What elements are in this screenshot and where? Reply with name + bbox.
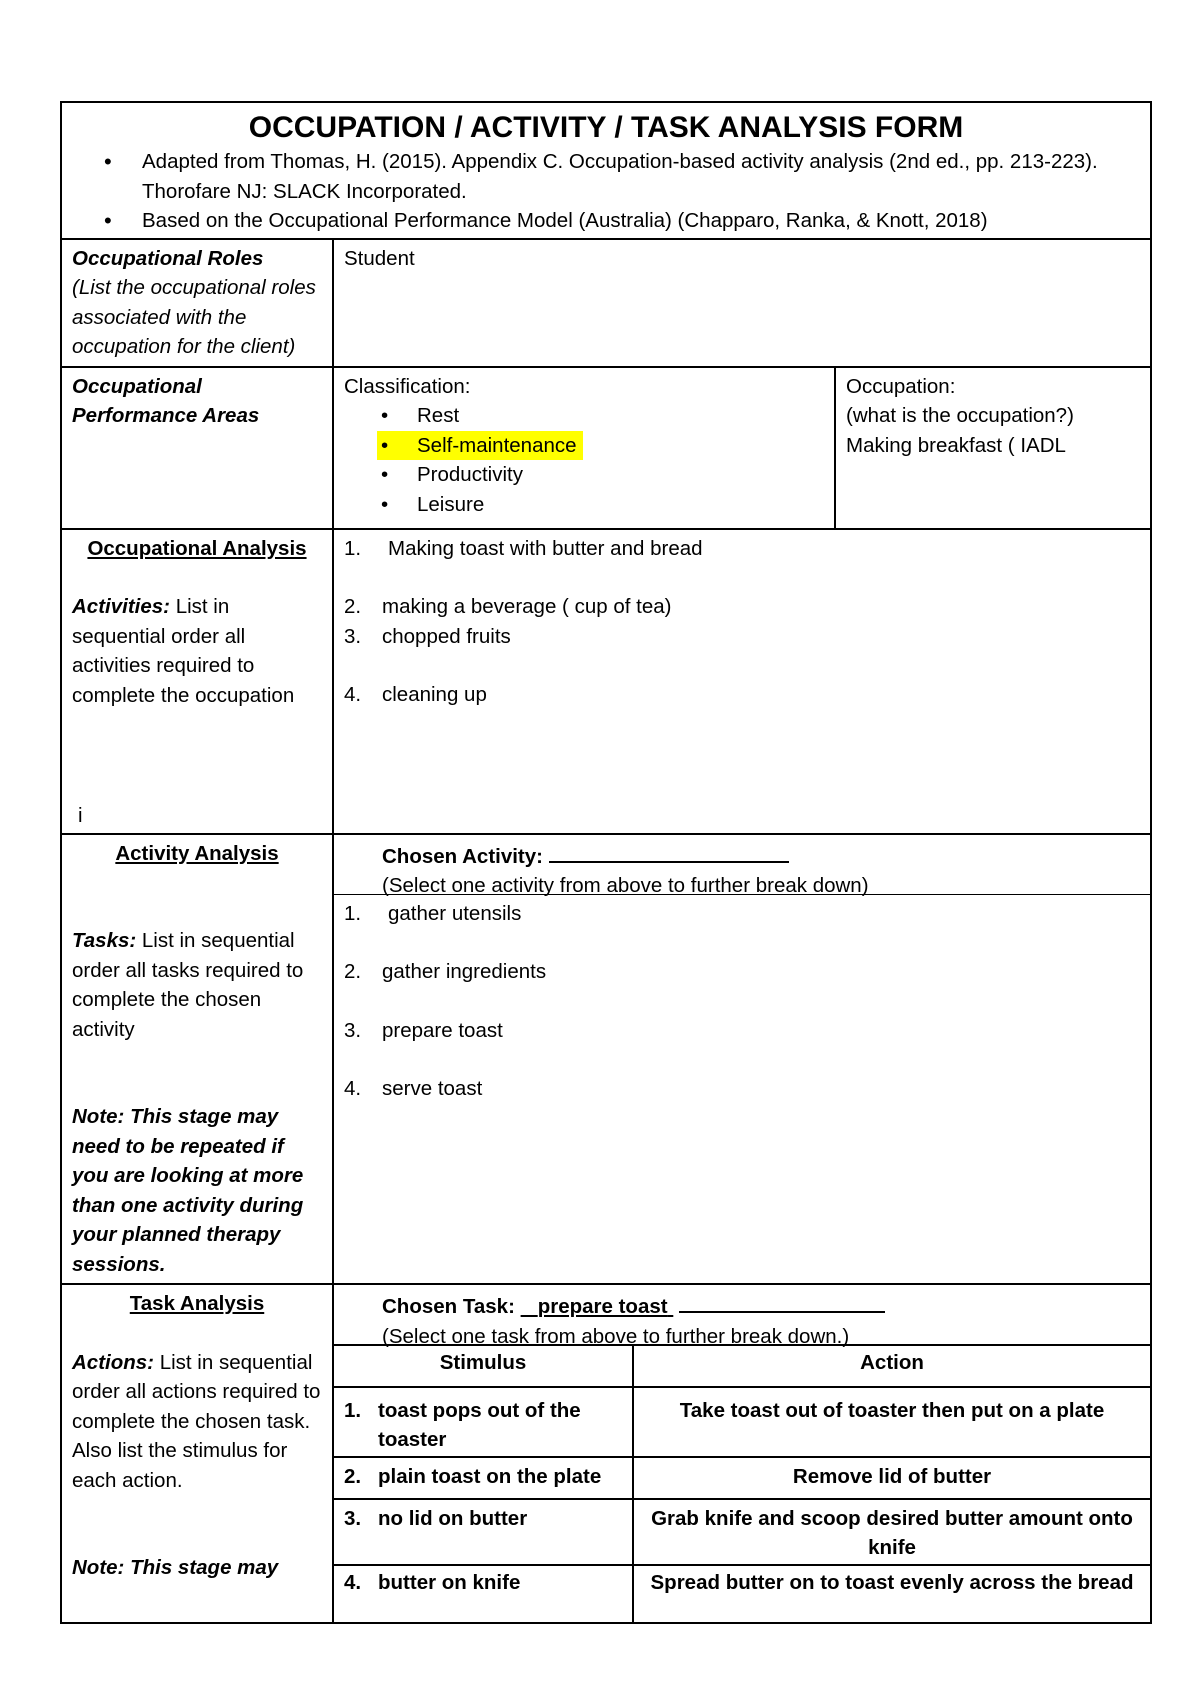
stray-mark: i (78, 804, 83, 827)
form-table (60, 101, 1152, 1624)
row-number: 1. (344, 1399, 362, 1422)
task-note: Note: This stage may (72, 1556, 279, 1579)
row-number: 4. (344, 1571, 362, 1594)
activity-note: Note: This stage may need to be repeated if you are looking at more than one activity during your planned therapy sessions. (72, 1105, 304, 1276)
roles-row (61, 239, 1151, 367)
chosen-task-blank (679, 1289, 885, 1313)
tasks-list (334, 895, 1150, 1108)
activities-list (344, 534, 1140, 710)
chosen-task-label: Chosen Task: (382, 1295, 521, 1318)
classification-item-selected[interactable]: • Self-maintenance (417, 431, 824, 461)
row-number: 3. (344, 1507, 362, 1530)
stimulus-cell[interactable]: plain toast on the plate (378, 1465, 602, 1488)
task-item[interactable]: 3. prepare toast (344, 1018, 503, 1042)
action-header: Action (633, 1345, 1151, 1387)
stimulus-cell[interactable]: butter on knife (378, 1571, 521, 1594)
areas-label: Occupational Performance Areas (72, 374, 260, 427)
task-item[interactable]: 2. gather ingredients (344, 960, 547, 983)
classification-list (344, 401, 824, 519)
stimulus-action-header (333, 1345, 1151, 1387)
chosen-activity-label: Chosen Activity: (382, 844, 543, 868)
action-cell[interactable]: Spread butter on to toast evenly across the bread (633, 1565, 1151, 1623)
chosen-task-hint: (Select one task from above to further break down.) (382, 1324, 850, 1348)
roles-hint: (List the occupational roles associated with the occupation for the client) (72, 276, 316, 358)
activity-item[interactable]: 2. making a beverage ( cup of tea) (344, 595, 672, 618)
chosen-activity-box (334, 835, 1150, 895)
stimulus-header: Stimulus (333, 1345, 633, 1387)
roles-value[interactable]: Student (344, 246, 415, 270)
stimulus-action-table (332, 1344, 1152, 1624)
roles-label: Occupational Roles (72, 246, 264, 270)
task-item[interactable]: 1. gather utensils (344, 901, 522, 925)
header-bullet: • Adapted from Thomas, H. (2015). Appendix C. Occupation-based activity analysis (2nd ed., pp. 213-223). Thorofare NJ: SLACK Incorporated. (142, 147, 1140, 206)
occupational-analysis-heading: Occupational Analysis (87, 536, 307, 560)
classification-item[interactable]: • Productivity (381, 463, 523, 486)
activities-instructions: Activities: List in sequential order all activities required to complete the occupation (72, 595, 295, 707)
form-title: OCCUPATION / ACTIVITY / TASK ANALYSIS FORM (248, 111, 964, 144)
analysis-form (60, 101, 1150, 1624)
chosen-task-box (334, 1285, 1150, 1348)
chosen-task-value[interactable]: prepare toast (537, 1295, 668, 1318)
classification-label: Classification: (344, 374, 471, 398)
action-cell[interactable]: Remove lid of butter (633, 1457, 1151, 1499)
action-cell[interactable]: Grab knife and scoop desired butter amount onto knife (633, 1499, 1151, 1565)
stimulus-action-row (333, 1499, 1151, 1565)
occupational-analysis-row (61, 529, 1151, 834)
activity-analysis-heading: Activity Analysis (115, 841, 279, 865)
occupation-hint: (what is the occupation?) (846, 404, 1074, 427)
task-analysis-heading: Task Analysis (129, 1292, 265, 1315)
header-row (61, 102, 1151, 239)
occupation-label: Occupation: (846, 374, 956, 398)
classification-item[interactable]: • Rest (381, 404, 460, 427)
action-cell[interactable]: Take toast out of toaster then put on a plate (633, 1387, 1151, 1457)
tasks-instructions: Tasks: List in sequential order all tasks required to complete the chosen activity (72, 929, 304, 1041)
header-bullet: • Based on the Occupational Performance Model (Australia) (Chapparo, Ranka, & Knott, 2018) (142, 206, 1140, 236)
chosen-activity-blank[interactable] (549, 839, 789, 863)
actions-instructions: Actions: List in sequential order all actions required to complete the chosen task. Also list the stimulus for each action. (72, 1350, 321, 1492)
activity-item[interactable]: 3. chopped fruits (344, 624, 511, 648)
stimulus-cell[interactable]: no lid on butter (378, 1507, 528, 1530)
task-analysis-row (61, 1284, 1151, 1623)
row-number: 2. (344, 1465, 362, 1488)
stimulus-action-row (333, 1457, 1151, 1499)
areas-row (61, 367, 1151, 529)
activity-item[interactable]: 4. cleaning up (344, 683, 487, 706)
task-item[interactable]: 4. serve toast (344, 1077, 483, 1100)
stimulus-action-row (333, 1387, 1151, 1457)
header-bullets (72, 147, 1140, 236)
activity-analysis-row (61, 834, 1151, 1285)
chosen-activity-hint: (Select one activity from above to further break down) (382, 874, 869, 897)
activity-item[interactable]: 1. Making toast with butter and bread (344, 536, 703, 560)
classification-item[interactable]: • Leisure (381, 492, 485, 516)
occupation-value[interactable]: Making breakfast ( IADL (846, 433, 1066, 457)
stimulus-action-row (333, 1565, 1151, 1623)
stimulus-cell[interactable]: toast pops out of the toaster (378, 1399, 581, 1451)
